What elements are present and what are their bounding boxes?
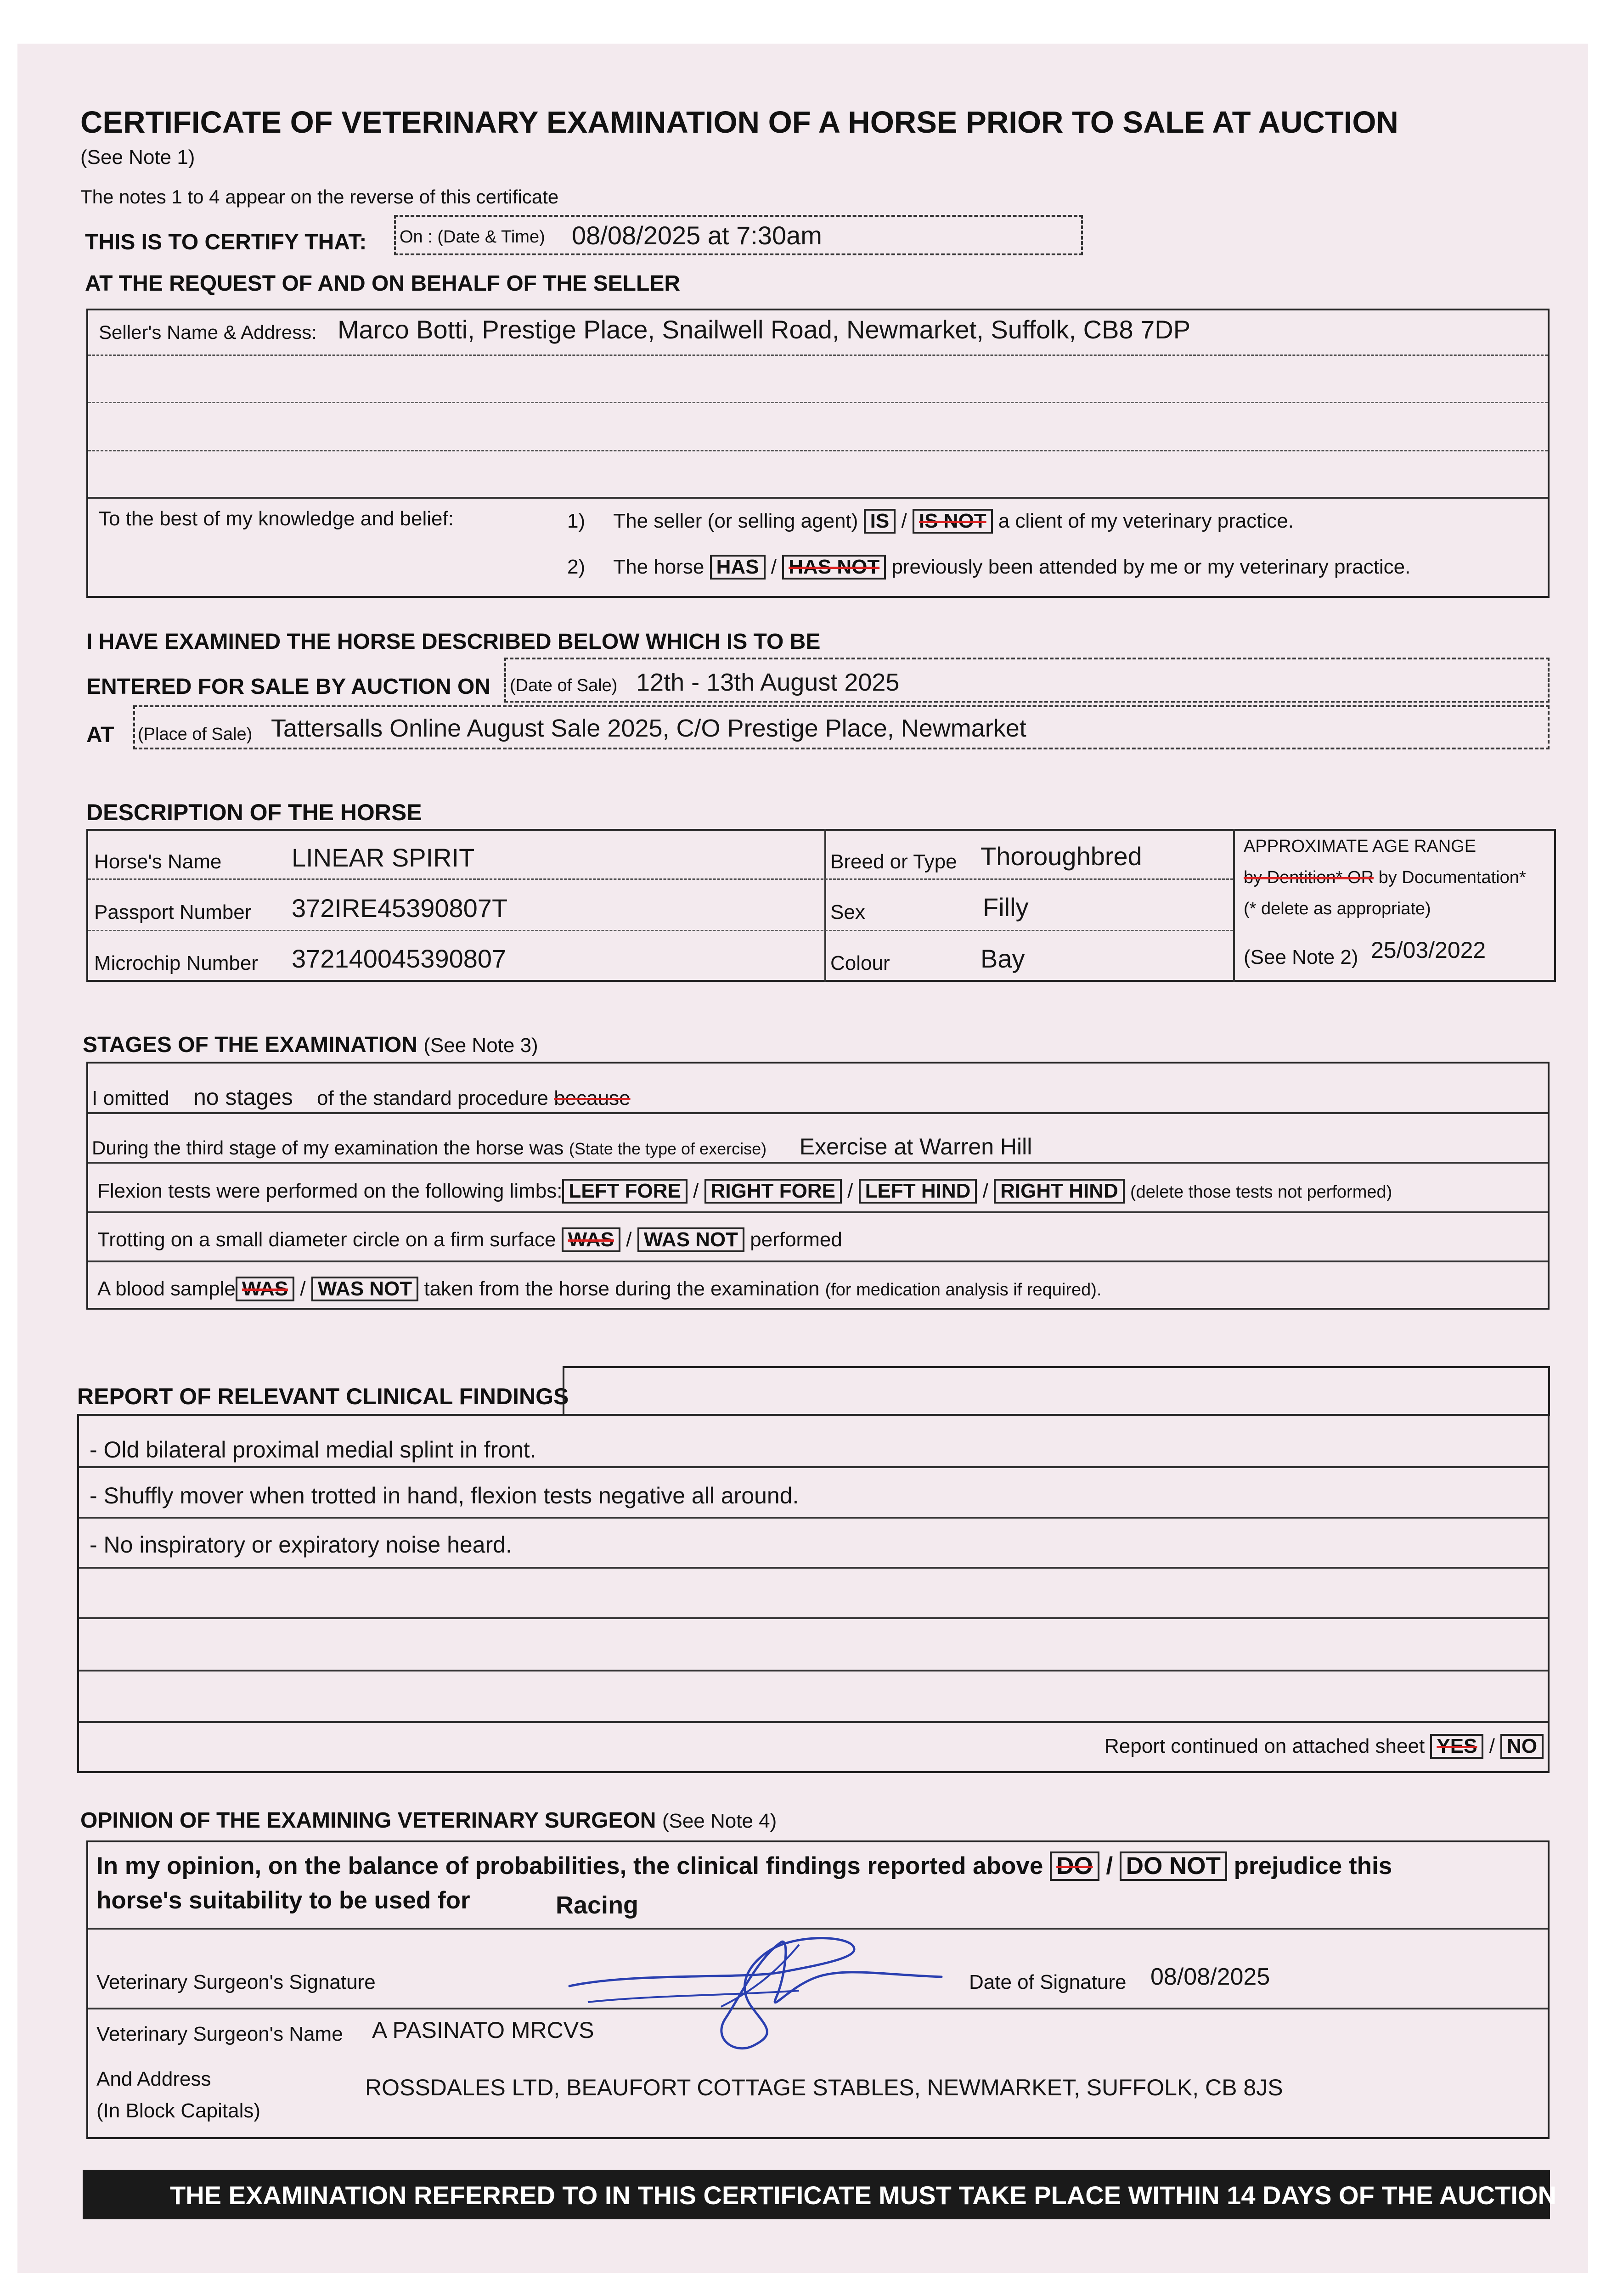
findings-line-4 (79, 1617, 1548, 1619)
findings-line-3 (79, 1567, 1548, 1569)
address-label-1: And Address (96, 2068, 211, 2090)
at-label: AT (86, 723, 114, 747)
on-date-label: On : (Date & Time) (400, 227, 545, 247)
trotting-was: WAS (562, 1227, 620, 1252)
colour-label: Colour (830, 952, 890, 974)
microchip-value: 372140045390807 (292, 944, 507, 973)
knowledge-line-2: 2) The horse HAS / HAS NOT previously been attended by me or my veterinary practice. (567, 555, 1410, 580)
page-title: CERTIFICATE OF VETERINARY EXAMINATION OF A HORSE PRIOR TO SALE AT AUCTION (80, 105, 1398, 140)
opinion-line-1-text: In my opinion, on the balance of probabilities, the clinical findings reported above DO / DO NOT prejudice this (96, 1851, 1392, 1881)
vet-signature (560, 1917, 974, 2055)
horse-name-label: Horse's Name (94, 850, 222, 873)
findings-line-6 (79, 1721, 1548, 1723)
breed-value: Thoroughbred (981, 842, 1142, 871)
sale-date-value: 12th - 13th August 2025 (636, 669, 900, 696)
finding-2: - Shuffly mover when trotted in hand, flexion tests negative all around. (90, 1483, 799, 1508)
findings-line-5 (79, 1670, 1548, 1671)
seller-line-1 (88, 355, 1548, 356)
certify-label: THIS IS TO CERTIFY THAT: (85, 230, 367, 254)
age-see-note: (See Note 2) (1244, 946, 1358, 968)
blood-was: WAS (236, 1277, 294, 1301)
omitted-row: I omitted no stages of the standard procedure because (92, 1084, 631, 1110)
has-option: HAS (710, 555, 766, 580)
flexion-right-hind: RIGHT HIND (994, 1179, 1125, 1204)
request-heading: AT THE REQUEST OF AND ON BEHALF OF THE SELLER (85, 271, 680, 296)
sale-place-value: Tattersalls Online August Sale 2025, C/O Prestige Place, Newmarket (271, 715, 1026, 742)
seller-label: Seller's Name & Address: (99, 321, 317, 343)
sale-date-label: (Date of Sale) (510, 676, 618, 695)
flexion-left-fore: LEFT FORE (562, 1179, 687, 1204)
omitted-value: no stages (193, 1084, 293, 1110)
age-documentation-option: by Documentation* (1378, 868, 1526, 887)
continued-no: NO (1500, 1734, 1544, 1759)
opinion-do: DO (1050, 1851, 1099, 1881)
report-continued-row: Report continued on attached sheet YES / NO (1105, 1734, 1544, 1759)
passport-value: 372IRE45390807T (292, 894, 508, 923)
entered-label: ENTERED FOR SALE BY AUCTION ON (86, 675, 491, 699)
opinion-line-2-text: horse's suitability to be used for (96, 1887, 470, 1914)
age-heading: APPROXIMATE AGE RANGE (1244, 837, 1476, 856)
findings-heading: REPORT OF RELEVANT CLINICAL FINDINGS (77, 1384, 569, 1409)
third-stage-row: During the third stage of my examination the horse was (State the type of exercise) Exercise at Warren Hill (92, 1134, 1032, 1159)
description-row-2 (88, 930, 1233, 931)
notes-line: The notes 1 to 4 appear on the reverse of this certificate (80, 186, 559, 208)
age-method (1244, 868, 1526, 888)
see-note-1: (See Note 1) (80, 146, 195, 169)
date-sig-label: Date of Signature (969, 1971, 1127, 1993)
signature-label: Veterinary Surgeon's Signature (96, 1971, 376, 1993)
third-stage-value: Exercise at Warren Hill (799, 1134, 1032, 1159)
because-struck: because (554, 1087, 631, 1109)
blood-was-not: WAS NOT (311, 1277, 418, 1301)
seller-divider (88, 497, 1548, 499)
finding-3: - No inspiratory or expiratory noise heard. (90, 1532, 512, 1558)
stages-row-1 (88, 1112, 1548, 1114)
blood-row: A blood sample WAS / WAS NOT taken from the horse during the examination (for medication analysis if required). (97, 1277, 1101, 1301)
passport-label: Passport Number (94, 901, 252, 923)
description-col-1 (824, 829, 826, 982)
description-col-2 (1233, 829, 1235, 982)
stages-row-4 (88, 1261, 1548, 1262)
age-dentition-option: by Dentition* OR (1244, 868, 1374, 887)
colour-value: Bay (981, 944, 1025, 973)
age-value: 25/03/2022 (1371, 937, 1486, 963)
findings-line-1 (79, 1466, 1548, 1468)
has-not-option: HAS NOT (782, 555, 886, 580)
stages-row-3 (88, 1211, 1548, 1213)
date-sig-value: 08/08/2025 (1150, 1964, 1270, 1990)
description-heading: DESCRIPTION OF THE HORSE (86, 799, 422, 825)
finding-1: - Old bilateral proximal medial splint in front. (90, 1437, 536, 1463)
is-not-option: IS NOT (913, 509, 993, 534)
flexion-row: Flexion tests were performed on the following limbs: LEFT FORE / RIGHT FORE / LEFT HIND / RIGHT HIND (delete those tests not performed) (97, 1179, 1392, 1204)
footer-banner-text: THE EXAMINATION REFERRED TO IN THIS CERTIFICATE MUST TAKE PLACE WITHIN 14 DAYS OF THE AUCTION (170, 2181, 1556, 2210)
seller-line-2 (88, 402, 1548, 403)
on-date-value: 08/08/2025 at 7:30am (572, 221, 822, 250)
vet-name-label: Veterinary Surgeon's Name (96, 2023, 343, 2045)
description-row-1 (88, 878, 1233, 880)
seller-line-3 (88, 450, 1548, 451)
findings-line-2 (79, 1517, 1548, 1519)
opinion-heading: OPINION OF THE EXAMINING VETERINARY SURGEON (See Note 4) (80, 1808, 777, 1833)
address-label-2: (In Block Capitals) (96, 2099, 261, 2122)
microchip-label: Microchip Number (94, 952, 258, 974)
examined-heading: I HAVE EXAMINED THE HORSE DESCRIBED BELOW WHICH IS TO BE (86, 630, 821, 654)
is-option: IS (864, 509, 896, 534)
stages-heading: STAGES OF THE EXAMINATION (See Note 3) (83, 1033, 538, 1057)
vet-name-value: A PASINATO MRCVS (372, 2017, 594, 2043)
sale-place-label: (Place of Sale) (138, 725, 253, 744)
trotting-was-not: WAS NOT (637, 1227, 744, 1252)
use-value: Racing (556, 1891, 639, 1919)
continued-yes: YES (1430, 1734, 1483, 1759)
flexion-right-fore: RIGHT FORE (704, 1179, 842, 1204)
sex-label: Sex (830, 901, 865, 923)
flexion-left-hind: LEFT HIND (859, 1179, 977, 1204)
trotting-row: Trotting on a small diameter circle on a firm surface WAS / WAS NOT performed (97, 1227, 842, 1252)
stages-row-2 (88, 1162, 1548, 1164)
age-delete-note: (* delete as appropriate) (1244, 899, 1431, 918)
horse-name-value: LINEAR SPIRIT (292, 843, 475, 872)
sex-value: Filly (983, 893, 1029, 922)
knowledge-line-1: 1) The seller (or selling agent) IS / IS NOT a client of my veterinary practice. (567, 509, 1294, 534)
findings-heading-box (563, 1366, 1550, 1416)
address-value: ROSSDALES LTD, BEAUFORT COTTAGE STABLES, NEWMARKET, SUFFOLK, CB 8JS (365, 2075, 1283, 2100)
knowledge-intro: To the best of my knowledge and belief: (99, 507, 454, 530)
breed-label: Breed or Type (830, 850, 957, 873)
opinion-do-not: DO NOT (1120, 1851, 1227, 1881)
seller-value: Marco Botti, Prestige Place, Snailwell Road, Newmarket, Suffolk, CB8 7DP (338, 315, 1191, 344)
